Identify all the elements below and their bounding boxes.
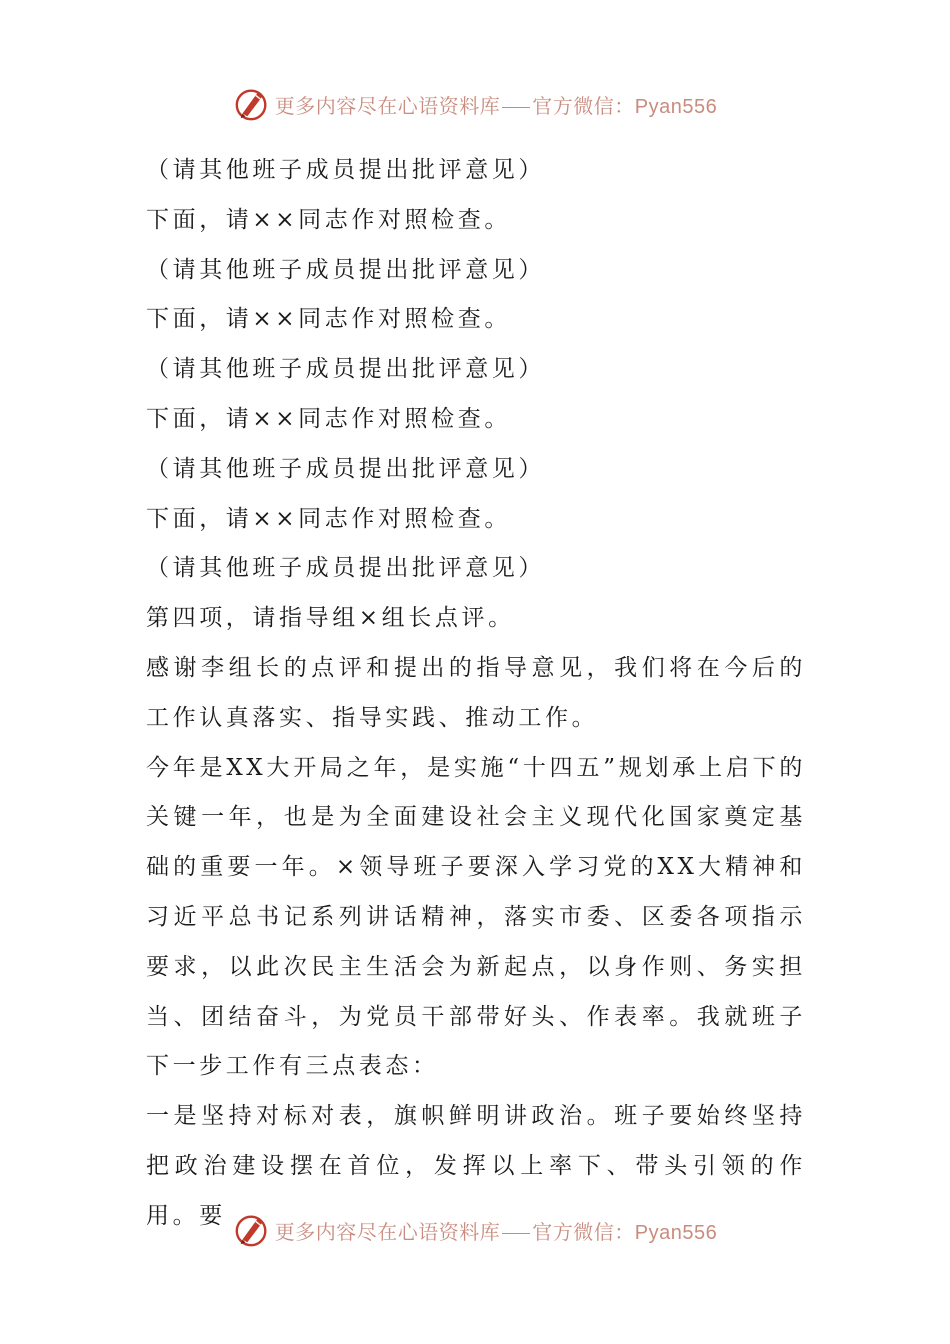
text-line: （请其他班子成员提出批评意见） [146, 555, 545, 582]
text-line: 下面，请××同志作对照检查。 [146, 306, 511, 333]
text-line: 下面，请××同志作对照检查。 [146, 206, 511, 233]
header-brand-text: 更多内容尽在心语资料库 [274, 93, 501, 118]
header-contact-label: 官方微信： [532, 93, 635, 118]
footer-brand-text: 更多内容尽在心语资料库 [274, 1219, 501, 1244]
text-line: （请其他班子成员提出批评意见） [146, 356, 545, 383]
pen-logo-icon [233, 85, 271, 123]
paragraph: 今年是XX大开局之年，是实施“十四五”规划承上启下的关键一年，也是为全面建设社会主义现代化国家奠定基础的重要一年。×领导班子要深入学习党的XX大精神和习近平总书记系列讲话精神，落实市委、区委各项指示要求，以此次民主生活会为新起点，以身作则、务实担当、团结奋斗，为党员干部带好头、作表率。我就班子下一步工作有三点表态： [146, 754, 806, 1080]
header-wechat-id: Pyan556 [634, 95, 718, 118]
text-line: （请其他班子成员提出批评意见） [146, 157, 545, 183]
pen-logo-icon [233, 1211, 271, 1249]
text-line: 下面，请××同志作对照检查。 [146, 505, 511, 532]
document-body [146, 146, 806, 1242]
paragraph: 一是坚持对标对表，旗帜鲜明讲政治。班子要始终坚持把政治建设摆在首位，发挥以上率下、带头引领的作用。要 [146, 1103, 806, 1229]
text-line: （请其他班子成员提出批评意见） [146, 455, 545, 482]
text-line: （请其他班子成员提出批评意见） [146, 256, 545, 283]
text-line: 下面，请××同志作对照检查。 [146, 405, 511, 432]
footer-wechat-id: Pyan556 [634, 1221, 718, 1244]
header-watermark [0, 84, 950, 124]
paragraph: 感谢李组长的点评和提出的指导意见，我们将在今后的工作认真落实、指导实践、推动工作。 [146, 654, 806, 731]
footer-watermark [0, 1210, 950, 1250]
text-line: 第四项，请指导组×组长点评。 [146, 605, 515, 632]
footer-contact-label: 官方微信： [532, 1219, 635, 1244]
